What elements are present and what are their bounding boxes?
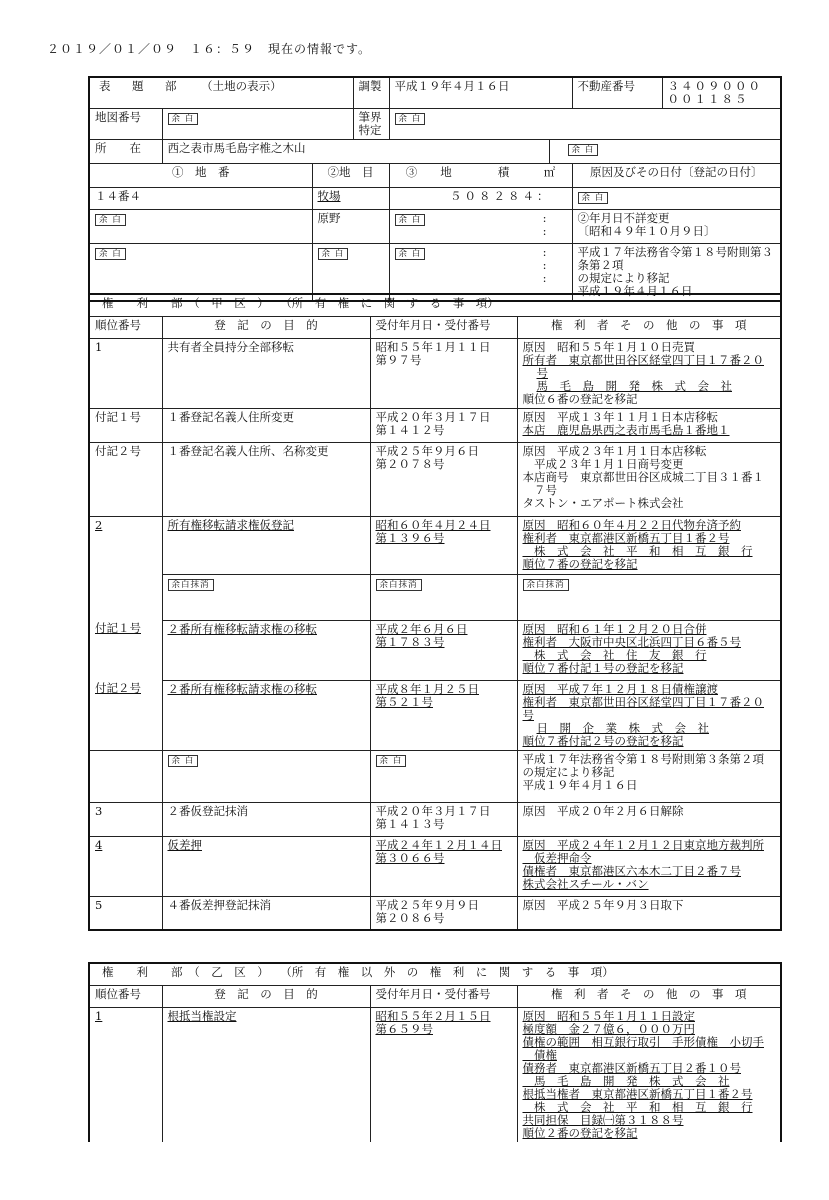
kou-receipt: 平成２０年３月１７日 第１４１３号 <box>370 802 517 836</box>
kou-details: 原因 平成２０年２月６日解除 <box>517 802 781 836</box>
chiban-3: 余 白 <box>89 244 312 302</box>
chiseki-2: 余 白 : : <box>389 210 572 244</box>
kou-purpose: ２番所有権移転請求権の移転 <box>162 620 370 680</box>
col-chiban-header: ① 地 番 <box>89 164 312 188</box>
location-label: 所 在 <box>89 140 162 164</box>
kou-receipt-mark: 余白抹消 <box>370 574 517 620</box>
property-no-label: 不動産番号 <box>572 77 662 109</box>
otsu-h-rank: 順位番号 <box>89 985 162 1007</box>
cause-1: 余 白 <box>572 188 781 210</box>
kou-rank: 3 <box>89 802 162 836</box>
kou-h-rank: 順位番号 <box>89 316 162 338</box>
hikkai-label: 筆界特定 <box>353 109 389 140</box>
kou-details: 原因 平成２５年９月３日取下 <box>517 896 781 930</box>
title-section-table <box>88 76 782 302</box>
kou-rank: 2 <box>89 516 162 574</box>
kou-purpose: 共有者全員持分全部移転 <box>162 338 370 408</box>
title-section-label: 表 題 部 （土地の表示） <box>89 77 353 109</box>
otsu-h-details: 権 利 者 そ の 他 の 事 項 <box>517 985 781 1007</box>
kou-receipt: 昭和６０年４月２４日 第１３９６号 <box>370 516 517 574</box>
kou-receipt: 平成８年１月２５日 第５２１号 <box>370 680 517 750</box>
kou-purpose: ４番仮差押登記抹消 <box>162 896 370 930</box>
print-timestamp: ２０１９／０１／０９ １６：５９ 現在の情報です。 <box>47 42 372 56</box>
chiban-1: １４番４ <box>89 188 312 210</box>
kou-receipt: 平成２年６月６日 第１７８３号 <box>370 620 517 680</box>
kou-section-title: 権 利 部 （ 甲 区 ） （所 有 権 に 関 す る 事 項） <box>89 294 781 316</box>
otsu-section-table <box>88 962 782 1142</box>
chiban-2: 余 白 <box>89 210 312 244</box>
col-cause-header: 原因及びその日付〔登記の日付〕 <box>572 164 781 188</box>
kou-receipt: 平成２４年１２月１４日 第３０６６号 <box>370 836 517 896</box>
kou-h-details: 権 利 者 そ の 他 の 事 項 <box>517 316 781 338</box>
otsu-purpose: 根抵当権設定 <box>162 1007 370 1142</box>
chiseki-1: ５０８２８４： <box>389 188 572 210</box>
kou-details: 平成１７年法務省令第１８号附則第３条第２項 の規定により移記 平成１９年４月１６日 <box>517 750 781 802</box>
kou-rank <box>89 750 162 802</box>
kou-rank: 5 <box>89 896 162 930</box>
kou-receipt: 昭和５５年１月１１日 第９７号 <box>370 338 517 408</box>
kou-details: 原因 平成２４年１２月１２日東京地方裁判所 仮差押命令 債権者 東京都港区六本木二丁目２番７号 株式会社スチール・バン <box>517 836 781 896</box>
kou-h-purpose: 登 記 の 目 的 <box>162 316 370 338</box>
kou-rank: 1 <box>89 338 162 408</box>
chimoku-1: 牧場 <box>312 188 389 210</box>
kou-section-table <box>88 293 782 931</box>
kou-details: 原因 昭和６０年４月２２日代物弁済予約 権利者 東京都港区新橋五丁目１番２号 株 式 会 社 平 和 相 互 銀 行 順位７番の登記を移記 <box>517 516 781 574</box>
kou-purpose: ２番仮登記抹消 <box>162 802 370 836</box>
chousei-label: 調製 <box>353 77 389 109</box>
kou-details: 原因 平成７年１２月１８日債権譲渡 権利者 東京都世田谷区経堂四丁目１７番２０ 号 日 開 企 業 株 式 会 社 順位７番付記２号の登記を移記 <box>517 680 781 750</box>
kou-purpose-mark: 余 白 <box>162 750 370 802</box>
otsu-receipt: 昭和５５年２月１５日 第６５９号 <box>370 1007 517 1142</box>
kou-rank: 付記２号 <box>89 442 162 516</box>
chimoku-3: 余 白 <box>312 244 389 302</box>
chousei-date: 平成１９年４月１６日 <box>389 77 572 109</box>
kou-rank: 付記１号 <box>89 408 162 442</box>
col-chimoku-header: ②地 目 <box>312 164 389 188</box>
kou-purpose: １番登記名義人住所変更 <box>162 408 370 442</box>
otsu-section-title: 権 利 部 （ 乙 区 ） （所 有 権 以 外 の 権 利 に 関 す る 事 項） <box>89 963 781 985</box>
kou-receipt: 平成２５年９月６日 第２０７８号 <box>370 442 517 516</box>
kou-rank: 4 <box>89 836 162 896</box>
otsu-h-receipt: 受付年月日・受付番号 <box>370 985 517 1007</box>
otsu-rank: 1 <box>89 1007 162 1142</box>
kou-receipt: 平成２０年３月１７日 第１４１２号 <box>370 408 517 442</box>
location-value: 西之表市馬毛島字椎之木山 <box>162 140 549 164</box>
kou-purpose-mark: 余白抹消 <box>162 574 370 620</box>
kou-purpose: 仮差押 <box>162 836 370 896</box>
kou-purpose: １番登記名義人住所、名称変更 <box>162 442 370 516</box>
cause-2: ②年月日不詳変更 〔昭和４９年１０月９日〕 <box>572 210 781 244</box>
kou-details: 原因 昭和５５年１月１０日売買 所有者 東京都世田谷区経堂四丁目１７番２０ 号 馬 毛 島 開 発 株 式 会 社 順位６番の登記を移記 <box>517 338 781 408</box>
kou-rank: 付記２号 <box>89 680 162 750</box>
kou-purpose: ２番所有権移転請求権の移転 <box>162 680 370 750</box>
kou-rank: 付記１号 <box>89 620 162 680</box>
otsu-h-purpose: 登 記 の 目 的 <box>162 985 370 1007</box>
kou-details: 原因 昭和６１年１２月２０日合併 権利者 大阪市中央区北浜四丁目６番５号 株 式 会 社 住 友 銀 行 順位７番付記１号の登記を移記 <box>517 620 781 680</box>
chiseki-3: 余 白 : : : <box>389 244 572 302</box>
kou-receipt-mark: 余 白 <box>370 750 517 802</box>
hikkai-value: 余 白 <box>389 109 781 140</box>
location-note: 余 白 <box>549 140 781 164</box>
kou-rank-empty <box>89 574 162 620</box>
kou-details-mark: 余白抹消 <box>517 574 781 620</box>
kou-h-receipt: 受付年月日・受付番号 <box>370 316 517 338</box>
kou-receipt: 平成２５年９月９日 第２０８６号 <box>370 896 517 930</box>
col-chiseki-header: ③ 地 積 ㎡ <box>389 164 572 188</box>
property-no: ３４０９０００００１１８５ <box>662 77 781 109</box>
cause-3: 平成１７年法務省令第１８号附則第３条第２項 の規定により移記 平成１９年４月１６日 <box>572 244 781 302</box>
chimoku-2: 原野 <box>312 210 389 244</box>
otsu-details: 原因 昭和５５年１月１１日設定 極度額 金２７億６，０００万円 債権の範囲 相互銀行取引 手形債権 小切手 債権 債務者 東京都港区新橋五丁目２番１０号 馬 毛 島 開 発 株 式 会 社 根抵当権者 東京都港区新橋五丁目１番２号 株 式 会 社 平 和 相 互 銀 行 共同担保 目録㈠第３１８８号 順位２番の登記を移記 <box>517 1007 781 1142</box>
kou-details: 原因 平成２３年１月１日本店移転 平成２３年１月１日商号変更 本店商号 東京都世田谷区成城二丁目３１番１ ７号 タストン・エアポート株式会社 <box>517 442 781 516</box>
map-no-value: 余 白 <box>162 109 353 140</box>
map-no-label: 地図番号 <box>89 109 162 140</box>
kou-details: 原因 平成１３年１１月１日本店移転 本店 鹿児島県西之表市馬毛島１番地１ <box>517 408 781 442</box>
kou-purpose: 所有権移転請求権仮登記 <box>162 516 370 574</box>
